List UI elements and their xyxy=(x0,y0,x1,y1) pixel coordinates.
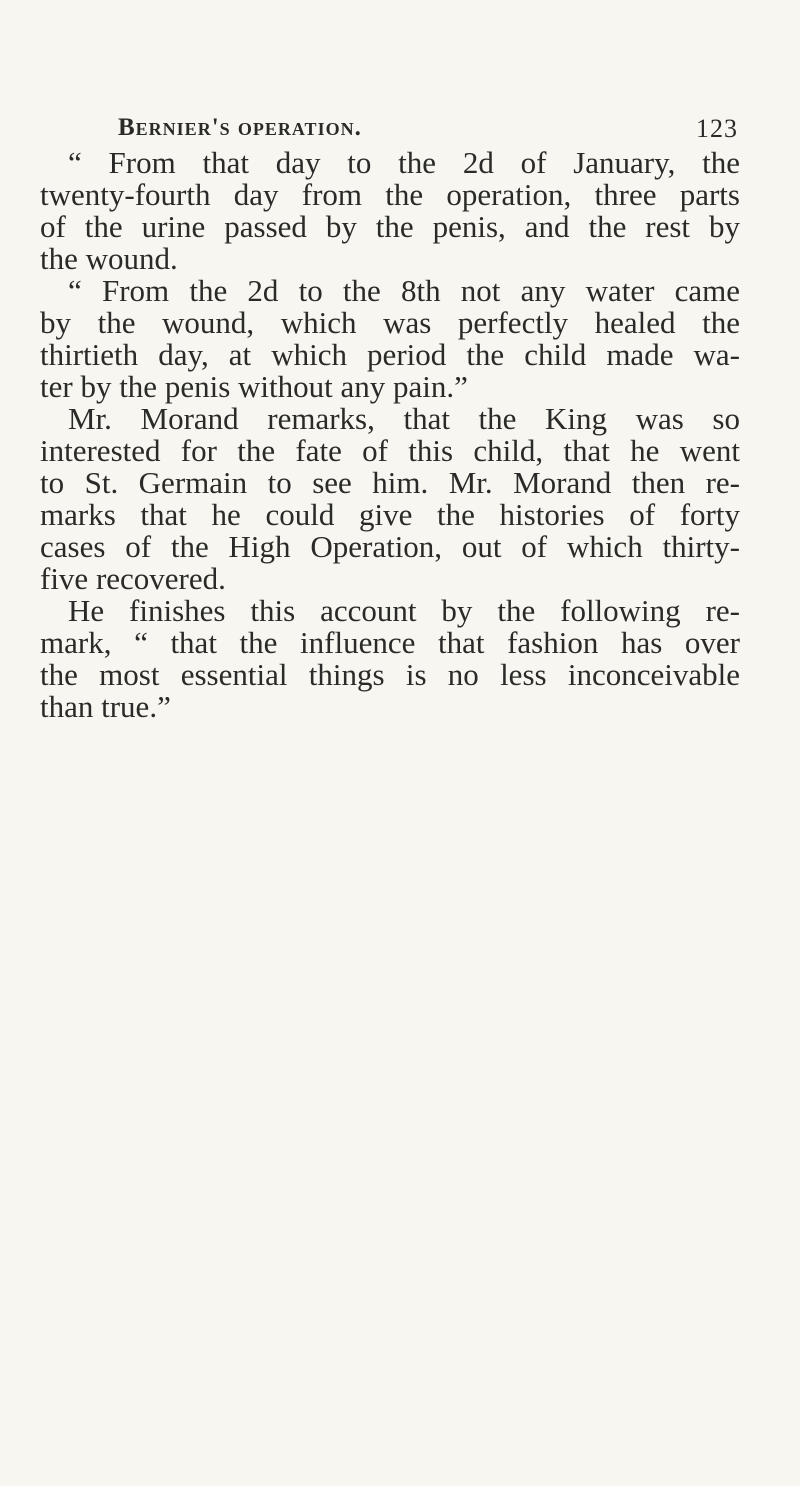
body-text xyxy=(40,147,740,723)
text-line: thirtieth day, at which period the child made wa- xyxy=(40,337,740,372)
text-line: to St. Germain to see him. Mr. Morand then re- xyxy=(40,465,740,500)
text-line: twenty-fourth day from the operation, three parts xyxy=(40,177,740,212)
text-line: “ From that day to the 2d of January, the xyxy=(68,145,740,180)
text-line: the wound. xyxy=(40,241,178,276)
text-line: ter by the penis without any pain.” xyxy=(40,369,468,404)
text-line: than true.” xyxy=(40,689,171,724)
running-title: Bernier's operation. xyxy=(118,114,362,141)
text-line: five recovered. xyxy=(40,561,226,596)
page-number: 123 xyxy=(696,114,738,143)
text-line: marks that he could give the histories of forty xyxy=(40,497,740,532)
text-line: He finishes this account by the following re- xyxy=(68,593,740,628)
text-line: cases of the High Operation, out of which thirty- xyxy=(40,529,740,564)
text-line: of the urine passed by the penis, and the rest by xyxy=(40,209,740,244)
running-head xyxy=(118,114,738,146)
text-line: mark, “ that the influence that fashion has over xyxy=(40,625,740,660)
text-line: the most essential things is no less inconceivable xyxy=(40,657,740,692)
text-line: by the wound, which was perfectly healed the xyxy=(40,305,740,340)
text-line: Mr. Morand remarks, that the King was so xyxy=(68,401,740,436)
text-line: “ From the 2d to the 8th not any water came xyxy=(68,273,740,308)
text-line: interested for the fate of this child, that he went xyxy=(40,433,740,468)
